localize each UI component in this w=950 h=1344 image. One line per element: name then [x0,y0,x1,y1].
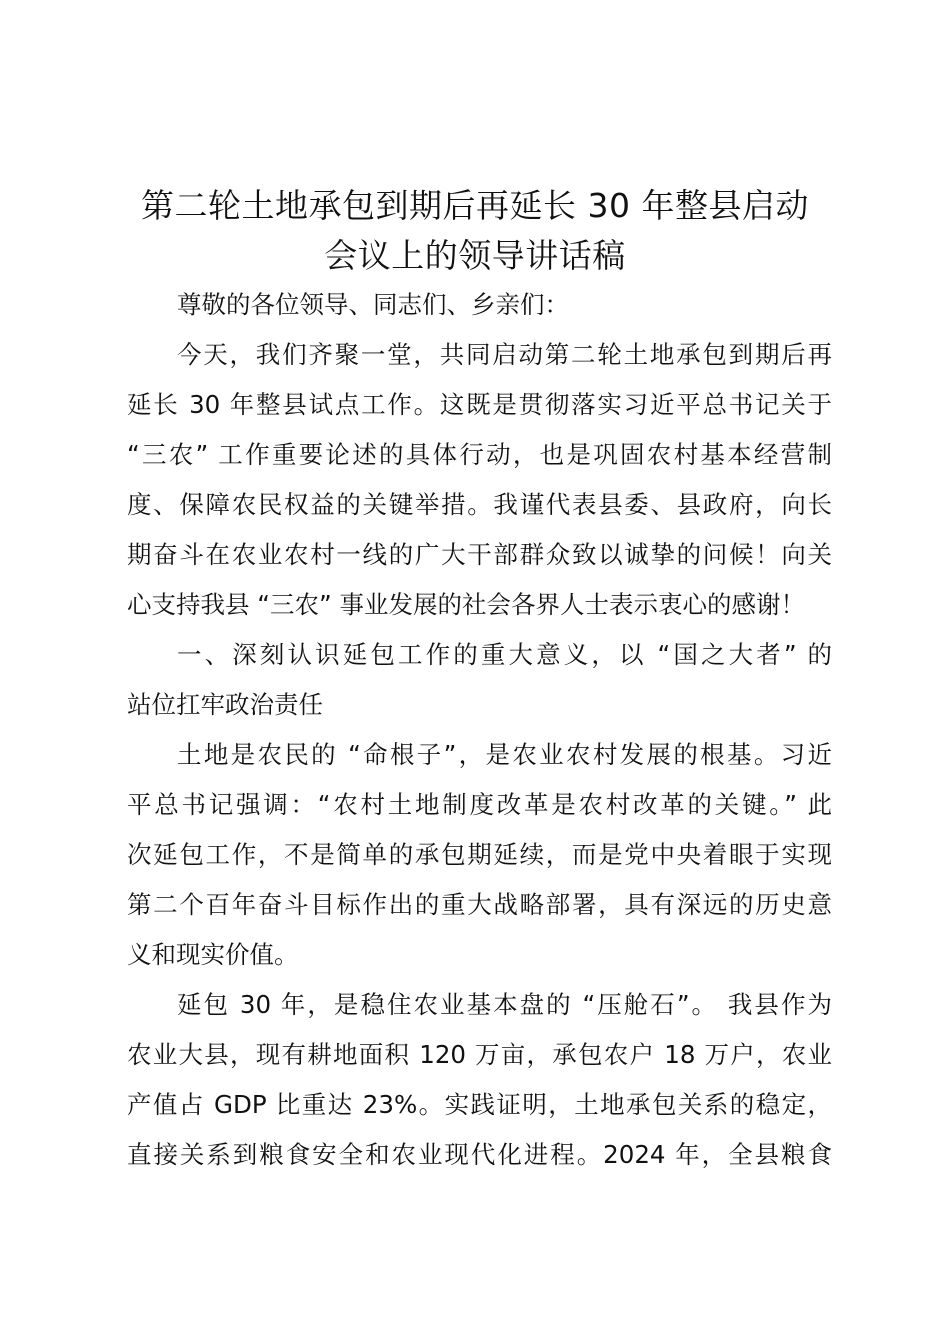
document-body [127,280,832,1180]
text-line: 第二个百年奋斗目标作出的重大战略部署，具有深远的历史意 [127,890,832,919]
text-line: 心支持我县 “三农” 事业发展的社会各界人士表示衷心的感谢！ [127,590,805,619]
text-line: 尊敬的各位领导、同志们、乡亲们： [177,290,569,319]
text-line: 产值占 GDP 比重达 23%。实践证明，土地承包关系的稳定， [127,1090,832,1119]
text-line: 直接关系到粮食安全和农业现代化进程。2024 年，全县粮食 [127,1140,832,1169]
text-line: 今天，我们齐聚一堂，共同启动第二轮土地承包到期后再 [177,340,832,369]
text-line: 延包 30 年，是稳住农业基本盘的 “压舱石”。 我县作为 [177,990,832,1019]
text-line: 土地是农民的 “命根子”，是农业农村发展的根基。习近 [177,740,832,769]
text-line: 平总书记强调：“农村土地制度改革是农村改革的关键。” 此 [127,790,832,819]
text-line: “三农” 工作重要论述的具体行动，也是巩固农村基本经营制 [127,440,832,469]
document-title [110,181,840,281]
text-line: 义和现实价值。 [127,940,299,969]
text-line: 期奋斗在农业农村一线的广大干部群众致以诚挚的问候！向关 [127,540,832,569]
title-line-2: 会议上的领导讲话稿 [324,236,626,275]
text-line: 延长 30 年整县试点工作。这既是贯彻落实习近平总书记关于 [127,390,832,419]
text-line: 次延包工作，不是简单的承包期延续，而是党中央着眼于实现 [127,840,832,869]
text-line: 站位扛牢政治责任 [127,690,323,719]
text-line: 度、保障农民权益的关键举措。我谨代表县委、县政府，向长 [127,490,832,519]
title-line-1: 第二轮土地承包到期后再延长 30 年整县启动 [141,186,809,225]
text-line: 一、深刻认识延包工作的重大意义，以 “国之大者” 的 [177,640,832,669]
text-line: 农业大县，现有耕地面积 120 万亩，承包农户 18 万户，农业 [127,1040,832,1069]
